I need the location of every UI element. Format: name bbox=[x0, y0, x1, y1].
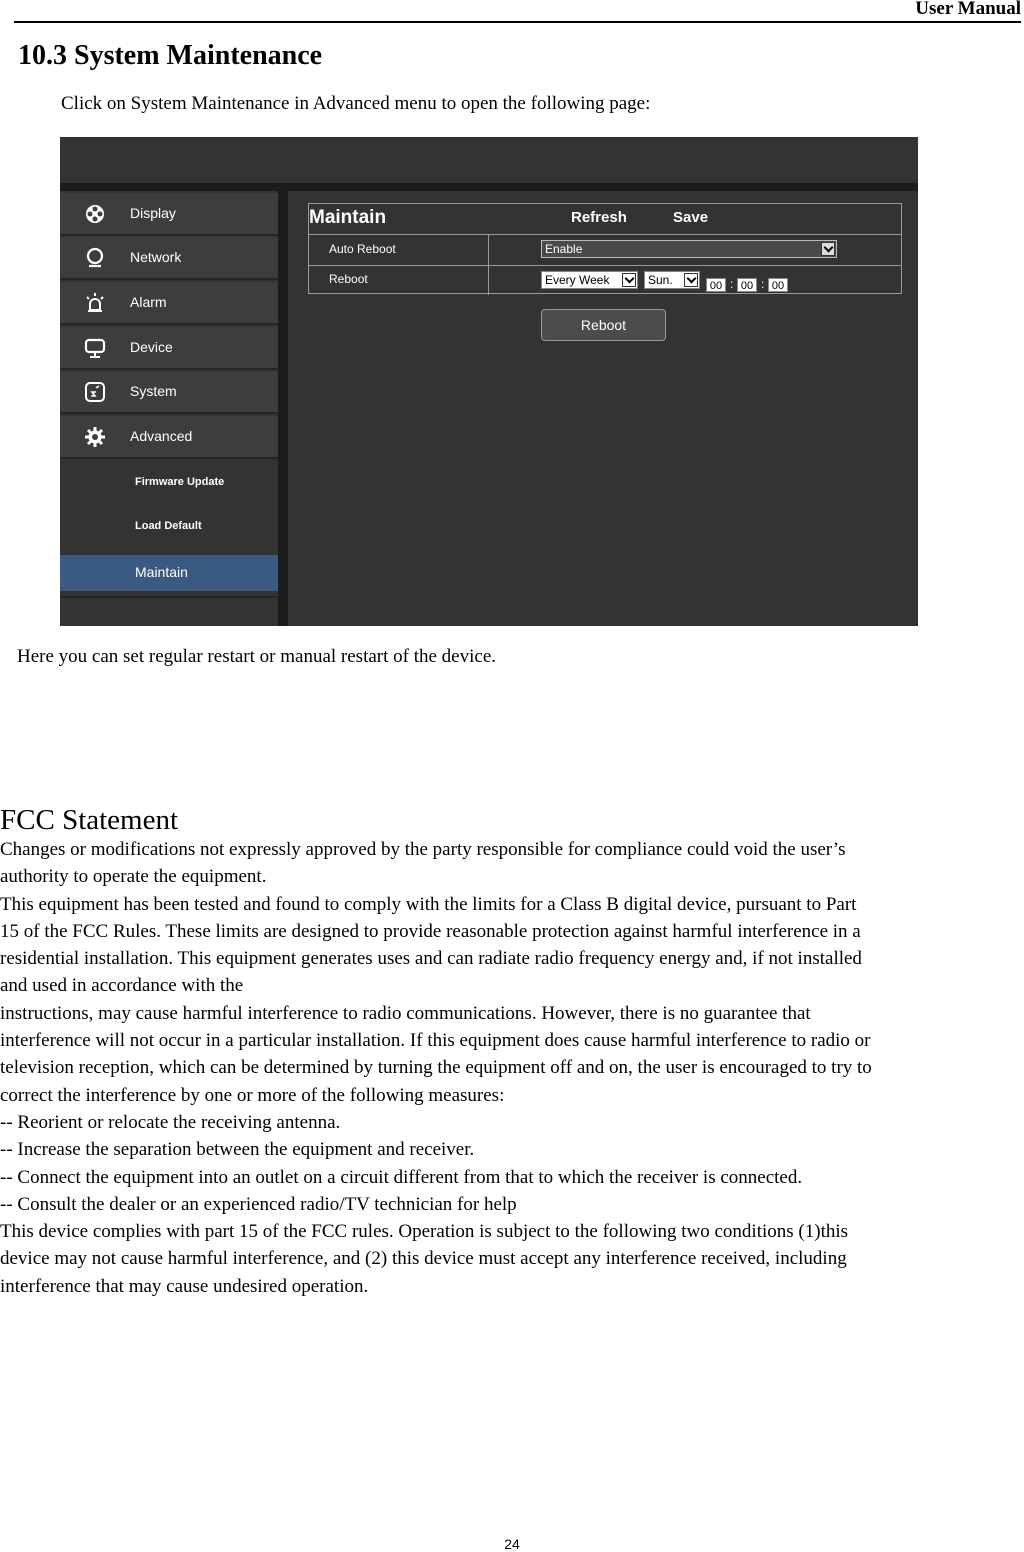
fcc-line: This device complies with part 15 of the FCC rules. Operation is subject to the following two conditions (1)this bbox=[0, 1221, 849, 1243]
fcc-line: correct the interference by one or more of the following measures: bbox=[0, 1084, 505, 1106]
sidebar-item-label: Alarm bbox=[130, 294, 167, 310]
sidebar-item-display[interactable] bbox=[60, 193, 278, 236]
sidebar-item-label: Network bbox=[130, 249, 182, 265]
hour-input[interactable]: 00 bbox=[706, 278, 726, 292]
sidebar-subitem-maintain[interactable] bbox=[60, 555, 278, 591]
fcc-line: and used in accordance with the bbox=[0, 975, 244, 997]
section-title: 10.3 System Maintenance bbox=[18, 40, 323, 71]
fcc-line: residential installation. This equipment generates uses and can radiate radio frequency energy and, if not installed bbox=[0, 948, 862, 970]
reboot-frequency-value: Every Week bbox=[545, 273, 610, 287]
fcc-line: -- Increase the separation between the equipment and receiver. bbox=[0, 1139, 475, 1161]
header-rule bbox=[14, 21, 1021, 23]
chevron-down-icon bbox=[821, 242, 835, 256]
sidebar-subitem-label: Firmware Update bbox=[135, 476, 225, 488]
sidebar-item-advanced[interactable] bbox=[60, 416, 278, 459]
fcc-line: This equipment has been tested and found to comply with the limits for a Class B digital device, pursuant to Part bbox=[0, 893, 857, 915]
sidebar-item-system[interactable] bbox=[60, 371, 278, 414]
fcc-body bbox=[0, 836, 1000, 1300]
maintain-title: Maintain bbox=[309, 207, 387, 228]
fcc-line: -- Consult the dealer or an experienced radio/TV technician for help bbox=[0, 1193, 517, 1215]
second-input[interactable]: 00 bbox=[768, 278, 788, 292]
sidebar-item-alarm[interactable] bbox=[60, 282, 278, 325]
reboot-frequency-select[interactable] bbox=[541, 271, 638, 289]
sidebar-item-label: System bbox=[130, 383, 177, 399]
page-number: 24 bbox=[504, 1536, 520, 1552]
time-colon: : bbox=[730, 277, 734, 291]
fcc-line: authority to operate the equipment. bbox=[0, 866, 267, 888]
sidebar-item-label: Advanced bbox=[130, 428, 193, 444]
fcc-line: interference that may cause undesired operation. bbox=[0, 1275, 369, 1297]
header-title: User Manual bbox=[915, 0, 1021, 19]
alarm-light-icon bbox=[84, 292, 106, 314]
maintain-panel bbox=[288, 191, 918, 626]
sidebar-subitem-firmware-update[interactable] bbox=[60, 465, 278, 501]
auto-reboot-row bbox=[309, 235, 901, 266]
monitor-icon bbox=[84, 337, 106, 359]
reboot-row bbox=[309, 265, 901, 295]
fcc-line: Changes or modifications not expressly approved by the party responsible for compliance could void the user’s bbox=[0, 839, 846, 860]
fcc-line: 15 of the FCC Rules. These limits are designed to provide reasonable protection against harmful interference in a bbox=[0, 920, 861, 942]
fcc-line: -- Reorient or relocate the receiving antenna. bbox=[0, 1111, 341, 1133]
section-caption: Here you can set regular restart or manual restart of the device. bbox=[17, 646, 496, 667]
fcc-line: instructions, may cause harmful interference to radio communications. However, there is no guarantee that bbox=[0, 1002, 811, 1024]
sidebar-subitem-label: Maintain bbox=[135, 564, 188, 580]
time-colon: : bbox=[761, 277, 765, 291]
chevron-down-icon bbox=[684, 273, 698, 287]
auto-reboot-value: Enable bbox=[545, 242, 583, 256]
sidebar bbox=[60, 191, 278, 626]
gear-icon bbox=[84, 426, 106, 448]
top-bar bbox=[60, 137, 918, 183]
reboot-button[interactable]: Reboot bbox=[541, 309, 666, 341]
globe-icon bbox=[84, 247, 106, 269]
sidebar-subitem-label: Load Default bbox=[135, 520, 202, 532]
maintenance-screenshot bbox=[60, 137, 918, 626]
chevron-down-icon bbox=[622, 273, 636, 287]
column-divider bbox=[488, 265, 489, 295]
reboot-day-value: Sun. bbox=[648, 273, 673, 287]
sidebar-item-device[interactable] bbox=[60, 327, 278, 370]
fcc-title: FCC Statement bbox=[0, 804, 179, 836]
save-button[interactable]: Save bbox=[673, 209, 709, 226]
minute-input[interactable]: 00 bbox=[737, 278, 757, 292]
system-icon bbox=[84, 381, 106, 403]
sidebar-bottom bbox=[60, 596, 278, 626]
section-intro: Click on System Maintenance in Advanced menu to open the following page: bbox=[61, 93, 651, 114]
fcc-line: -- Connect the equipment into an outlet on a circuit different from that to which the receiver is connected. bbox=[0, 1166, 803, 1188]
fcc-line: television reception, which can be determined by turning the equipment off and on, the user is encouraged to try to bbox=[0, 1057, 872, 1079]
reboot-label: Reboot bbox=[329, 272, 368, 286]
auto-reboot-select[interactable] bbox=[541, 240, 837, 258]
top-strip bbox=[60, 183, 918, 191]
reboot-day-select[interactable] bbox=[644, 271, 700, 289]
sidebar-item-label: Device bbox=[130, 339, 173, 355]
column-divider bbox=[488, 235, 489, 265]
film-reel-icon bbox=[84, 203, 106, 225]
sidebar-item-network[interactable] bbox=[60, 237, 278, 280]
panel-divider bbox=[278, 191, 288, 626]
fcc-line: device may not cause harmful interference, and (2) this device must accept any interference received, including bbox=[0, 1248, 847, 1270]
sidebar-subitem-load-default[interactable] bbox=[60, 509, 278, 545]
refresh-button[interactable]: Refresh bbox=[571, 209, 627, 226]
fcc-line: interference will not occur in a particular installation. If this equipment does cause harmful interference to radio or bbox=[0, 1030, 871, 1052]
maintain-table bbox=[308, 203, 902, 294]
sidebar-item-label: Display bbox=[130, 205, 176, 221]
maintain-header bbox=[309, 204, 901, 235]
auto-reboot-label: Auto Reboot bbox=[329, 242, 396, 256]
